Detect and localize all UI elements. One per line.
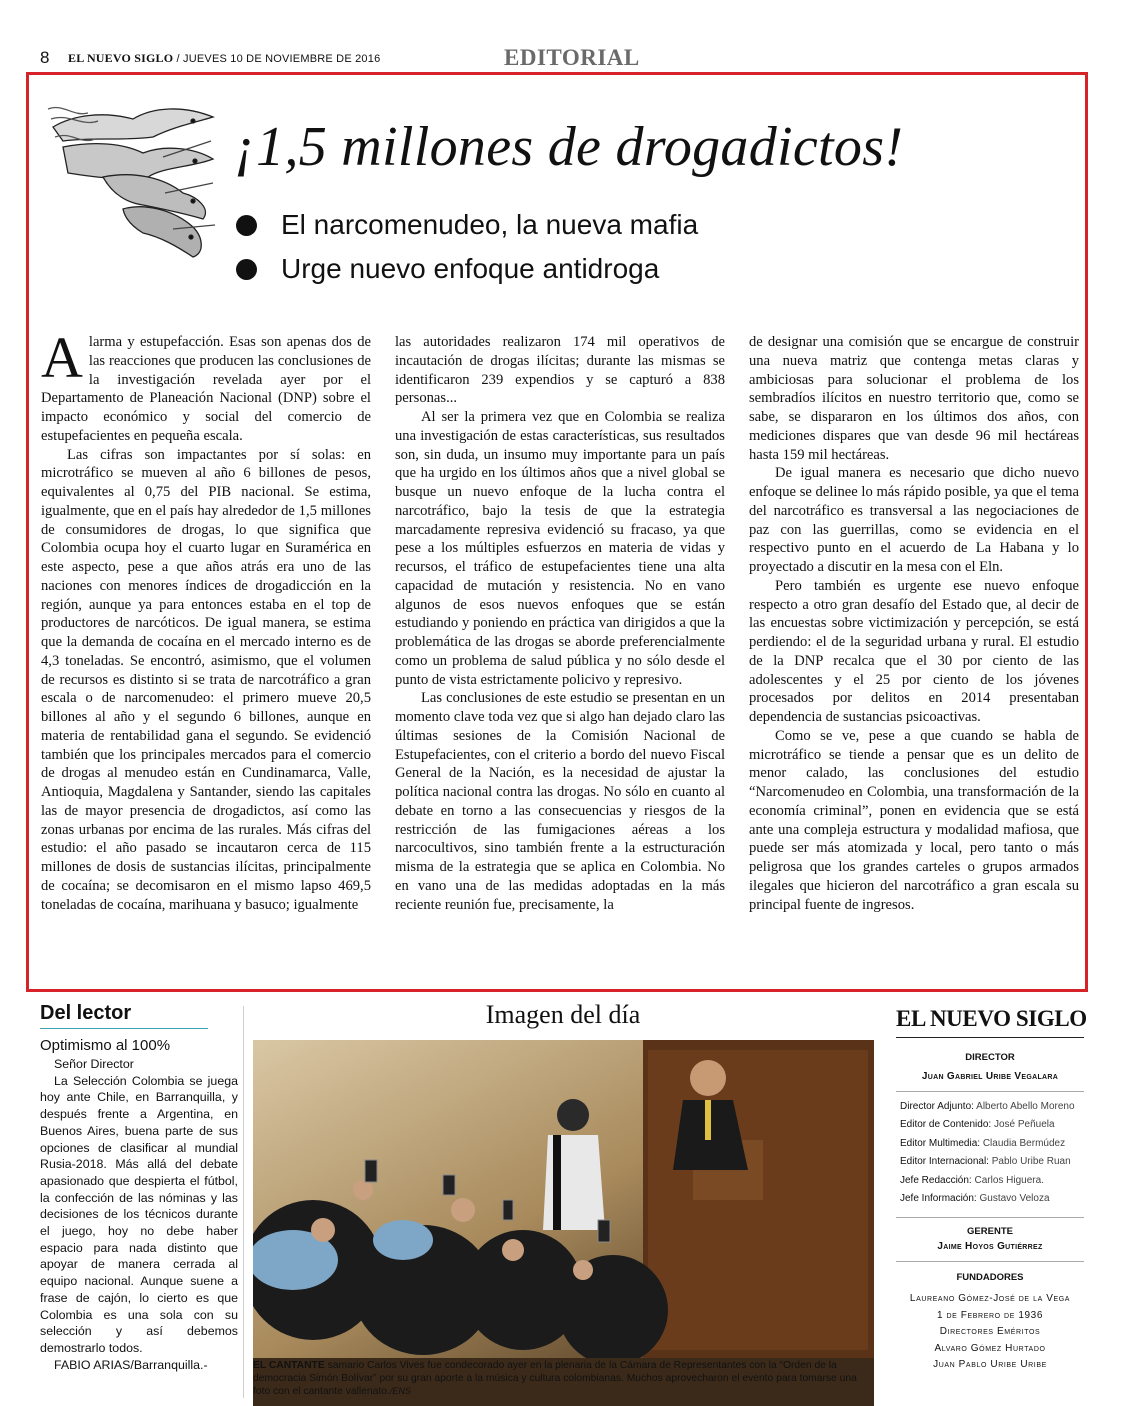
director-label: DIRECTOR xyxy=(965,1052,1015,1063)
emeritus-name: Juan Pablo Uribe Uribe xyxy=(933,1359,1047,1371)
staff-role-row xyxy=(900,1153,1084,1171)
caption-credit: /ENS xyxy=(389,1386,411,1397)
page-header xyxy=(40,45,1092,70)
emeritus-name: Alvaro Gómez Hurtado xyxy=(934,1342,1046,1354)
bullet-item xyxy=(236,203,698,247)
role-person: José Peñuela xyxy=(993,1119,1055,1131)
paragraph: Al ser la primera vez que en Colombia se realiza una investigación de estas características, sus resultados son, sin duda, un insumo muy importante para un país que ha urgido en los últimos años que a nivel global se busque un nuevo enfoque de la lucha contra el narcotráfico, bajo la tesis de que la estrategia marcadamente represiva evidenció su fracaso, ya que pese a los múltiples esfuerzos en materia de vidas y recursos, el tráfico de estupefacientes tiene una alta capacidad de mutación y resistencia. No en vano algunos de esos nuevos enfoques que se están estudiando y poniendo en práctica van dirigidos a que la problemática de las drogas se aborde preferencialmente como un problema de salud pública y no sólo desde el punto de vista estrictamente policivo y represivo. xyxy=(395,409,725,688)
staff-box xyxy=(896,1006,1087,1374)
founders-label: FUNDADORES xyxy=(956,1272,1024,1284)
staff-masthead: EL NUEVO SIGLO xyxy=(896,1006,1084,1038)
news-photo xyxy=(253,1040,874,1406)
editorial-body xyxy=(41,325,1079,978)
role-label: Jefe Información: xyxy=(900,1193,980,1205)
image-of-day-title: Imagen del día xyxy=(485,1000,641,1029)
bullet-dot-icon xyxy=(236,215,257,236)
masthead-name: EL NUEVO SIGLO xyxy=(68,51,174,65)
letters-heading: Del lector xyxy=(40,1002,208,1029)
paragraph: Las conclusiones de este estudio se presentan en un momento clave toda vez que si algo han dejado claro las últimas sesiones de la Comisión Nacional de Estupefacientes, con el criterio a bordo del nuevo Fiscal General de la Nación, es la necesidad de ajustar la política nacional contra las drogas. No sólo en cuanto al debate en torno a las consecuencias y riesgos de la restricción de las fumigaciones aéreas a los narcocultivos, sino también frente a la estructuración misma de la estrategia que se aplica en Colombia. No en vano una de las medidas adoptadas en la más reciente reunión fue, precisamente, la xyxy=(395,690,725,913)
section-title: EDITORIAL xyxy=(504,45,640,70)
photo-illustration xyxy=(253,1040,874,1358)
paragraph: Pero también es urgente ese nuevo enfoque respecto a otro gran desafío del Estado que, al decir de las encuestas sobre victimización y percepción, se está perdiendo: el de la seguridad urbana y rural. El estudio de la DNP recalca que el 30 por ciento de las adolescentes y el 25 por ciento de los jóvenes procesados por delitos en 2014 presentaban dependencia de sustancias psicoactivas. xyxy=(749,577,1079,725)
horses-illustration xyxy=(43,97,221,273)
staff-role-row xyxy=(900,1135,1084,1153)
role-label: Editor de Contenido: xyxy=(900,1119,994,1131)
manager-name: Jaime Hoyos Gutiérrez xyxy=(937,1241,1043,1253)
headline-bullets xyxy=(236,203,698,291)
photo-caption xyxy=(253,1360,874,1399)
role-person: Claudia Bermúdez xyxy=(982,1137,1066,1149)
divider xyxy=(896,1217,1084,1218)
staff-role-row xyxy=(900,1098,1084,1116)
role-person: Alberto Abello Moreno xyxy=(976,1101,1075,1112)
editorial-column-1 xyxy=(41,325,371,914)
letter-salutation: Señor Director xyxy=(54,1057,134,1071)
manager-label: GERENTE xyxy=(967,1226,1013,1238)
role-label: Director Adjunto: xyxy=(900,1101,977,1112)
letter-title: Optimismo al 100% xyxy=(40,1037,171,1054)
masthead-small xyxy=(68,51,380,66)
letter-signature: FABIO ARIAS/Barranquilla.- xyxy=(54,1357,208,1372)
paragraph: Las cifras son impactantes por sí solas: en microtráfico se mueven al año 6 billones de pesos, equivalentes al 0,75 del PIB nacional. Se estima, igualmente, que en el país hay alrededor de 1,5 millones de consumidores de drogas, lo que significa que Colombia ocupa hoy el cuarto lugar en Suramérica en este aspecto, pese a que años atrás era uno de las naciones con menores índices de drogadicción en la región, aunque ya para entonces estaba en el top de productores de narcóticos. De igual manera, se estima que la demanda de cocaína en el mercado interno es de 4,3 toneladas. Se encontró, asimismo, que el volumen de recursos es distinto si se trata de narcotráfico a gran escala o de narcomenudeo: el primero mueve 20,5 billones al año y el segundo 6 billones, aunque en materia de rentabilidad gana el segundo. Se evidenció también que los principales mercados para el comercio de drogas al menudeo están en Cundinamarca, Valle, Antioquia, Magdalena y Santander, siendo las capitales las de mayor presencia de drogadictos, así como las zonas urbanas por encima de las rurales. Más cifras del estudio: el año pasado se incautaron cerca de 115 millones de dosis de sustancias ilícitas, principalmente de cocaína; se decomisaron en el mismo lapso 469,5 toneladas de cocaína, marihuana y basuco; igualmente xyxy=(41,446,371,913)
paragraph xyxy=(41,325,371,446)
caption-text: samario Carlos Vives fue condecorado ayer en la plenaria de la Cámara de Representantes con la “Orden de la democracia Simón Bolívar” por su gran aporte a la música y cultura colombianas. Muchos aprovecharon el evento para tomarse una foto con el cantante vallenato. xyxy=(253,1360,857,1398)
page-number: 8 xyxy=(40,48,50,67)
emeritus-label: Directores Eméritos xyxy=(939,1326,1041,1338)
staff-roles xyxy=(896,1098,1084,1208)
column-divider xyxy=(243,1006,244,1398)
paragraph: De igual manera es necesario que dicho nuevo enfoque se delinee lo más rápido posible, ya que el tema del narcotráfico es transversal a las negociaciones de paz con las guerrillas, como se evidencia en el respectivo punto en el acuerdo de La Habana y lo proyectado a discutir en la mesa con el Eln. xyxy=(749,465,1079,575)
bullet-dot-icon xyxy=(236,259,257,280)
staff-role-row xyxy=(900,1172,1084,1190)
founders-list xyxy=(896,1291,1084,1374)
editorial-headline: ¡1,5 millones de drogadictos! xyxy=(234,116,904,178)
role-label: Jefe Redacción: xyxy=(900,1174,975,1186)
role-person: Carlos Higuera. xyxy=(974,1174,1044,1186)
staff-role-row xyxy=(900,1190,1084,1208)
editorial-column-3 xyxy=(749,333,1079,914)
divider xyxy=(896,1091,1084,1092)
divider xyxy=(896,1261,1084,1262)
editorial-box xyxy=(26,72,1088,992)
role-label: Editor Internacional: xyxy=(900,1156,992,1168)
letter-body xyxy=(40,1056,238,1373)
role-person: Gustavo Veloza xyxy=(979,1193,1050,1205)
founding-date: 1 de Febrero de 1936 xyxy=(936,1309,1044,1321)
editorial-column-2 xyxy=(395,333,725,914)
paragraph-text: larma y estupefacción. Esas son apenas dos de las reacciones que producen las conclusiones de la investigación revelada ayer por el Departamento de Planeación Nacional (DNP) sobre el impacto económico y social del comercio de estupefacientes en pequeña escala. xyxy=(41,334,371,444)
role-person: Pablo Uribe Ruan xyxy=(991,1156,1071,1168)
bullet-text: El narcomenudeo, la nueva mafia xyxy=(281,209,699,240)
staff-role-row xyxy=(900,1116,1084,1134)
letter-text: La Selección Colombia se juega hoy ante Chile, en Barranquilla, y después frente a Argentina, en Buenos Aires, buena parte de sus opciones de clasificar al mundial Rusia-2018. Más allá del debate apasionado que despierta el fútbol, la confección de las nóminas y las decisiones de los técnicos durante el juego, hoy no debe haber espacio para nada distinto que apoyar de manera cerrada al equipo nacional. Aunque suene a frase de cajón, lo cierto es que Colombia es una sola con su selección y así debemos demostrarlo todos. xyxy=(40,1073,238,1355)
letters-section xyxy=(40,1002,238,1373)
issue-date: / JUEVES 10 DE NOVIEMBRE DE 2016 xyxy=(173,53,381,65)
bullet-text: Urge nuevo enfoque antidroga xyxy=(281,253,660,284)
caption-lead: EL CANTANTE xyxy=(253,1360,325,1371)
role-label: Editor Multimedia: xyxy=(900,1137,983,1149)
paragraph: de designar una comisión que se encargue de construir una nueva matriz que contenga metas claras y ambiciosas para solucionar el problema de los sembradíos ilícitos en nuestro territorio que, como se sabe, se dispararon en los últimos dos años, con mediciones dispares que van desde 96 mil hectáreas hasta 159 mil hectáreas. xyxy=(749,334,1079,463)
paragraph: Como se ve, pese a que cuando se habla de microtráfico se tiende a pensar que es un delito de menor calado, las conclusiones del estudio “Narcomenudeo en Colombia, una transformación de la economía criminal”, ponen en evidencia que se está ante una compleja estructura y modalidad mafiosa, que puede ser más atomizada y local, pero tanto o más peligrosa que los grandes carteles o grupos armados ilegales que hicieron del narcotráfico a gran escala su principal fuente de ingresos. xyxy=(749,727,1079,913)
drop-cap: A xyxy=(41,325,83,390)
director-name: Juan Gabriel Uribe Vegalara xyxy=(921,1071,1059,1082)
paragraph: las autoridades realizaron 174 mil operativos de incautación de drogas ilícitas; durante las mismas se identificaron 239 expendios y se capturó a 838 personas... xyxy=(395,334,725,407)
bullet-item xyxy=(236,247,698,291)
founders-line: Laureano Gómez-José de la Vega xyxy=(909,1293,1071,1305)
